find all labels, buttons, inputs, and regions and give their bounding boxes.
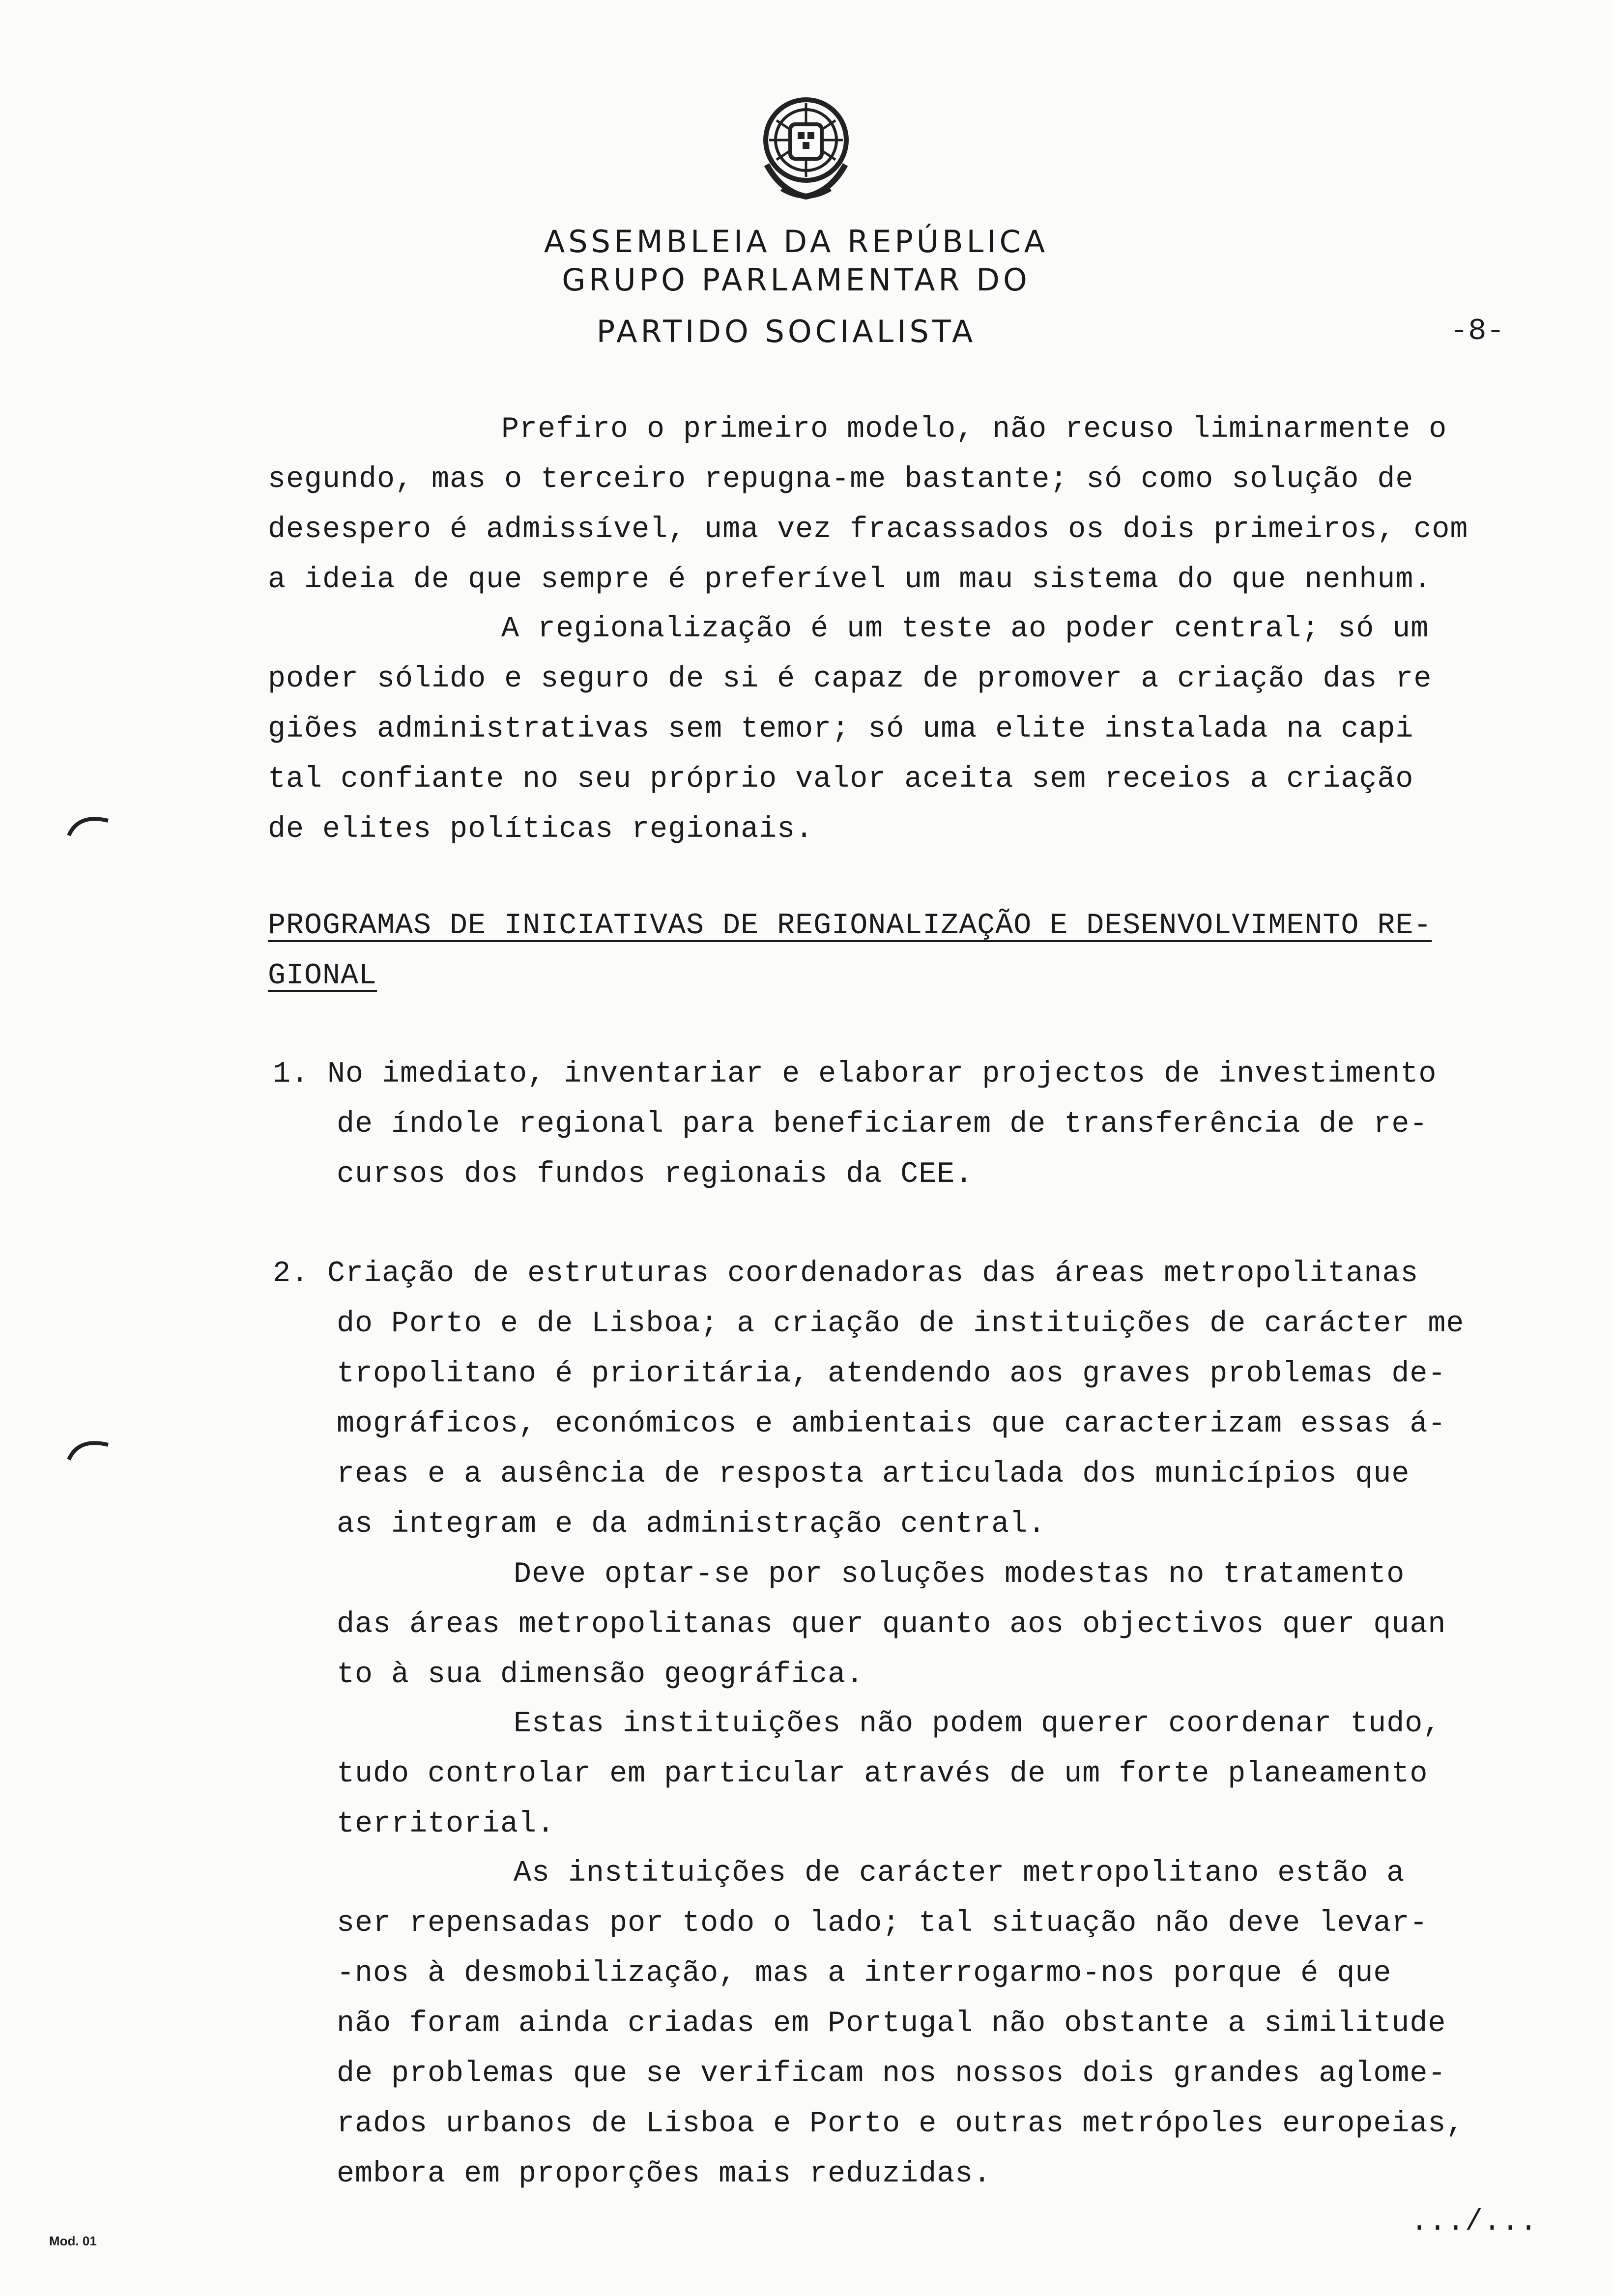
section-heading-line-1: PROGRAMAS DE INICIATIVAS DE REGIONALIZAÇÃO E DESENVOLVIMENTO RE- [268,909,1432,943]
continuation-mark: .../... [1410,2206,1538,2239]
list-item-2-line: Deve optar-se por soluções modestas no tratamento [514,1558,1405,1591]
list-item-2-line: tudo controlar em particular através de um forte planeamento [337,1757,1428,1791]
text-line: desespero é admissível, uma vez fracassados os dois primeiros, com [268,513,1468,546]
list-item-1-line: de índole regional para beneficiarem de transferência de re- [337,1108,1428,1141]
list-item-2-line: tropolitano é prioritária, atendendo aos graves problemas de- [337,1357,1446,1391]
text-line: poder sólido e seguro de si é capaz de promover a criação das re [268,662,1432,696]
list-item-2-line: ser repensadas por todo o lado; tal situação não deve levar- [337,1907,1428,1940]
list-item-2-line: -nos à desmobilização, mas a interrogarmo-nos porque é que [337,1957,1392,1990]
list-item-2-line: reas e a ausência de resposta articulada dos municípios que [337,1458,1410,1491]
list-item-2-line: rados urbanos de Lisboa e Porto e outras metrópoles europeias, [337,2107,1465,2141]
list-item-2-line: mográficos, económicos e ambientais que caracterizam essas á- [337,1407,1446,1441]
margin-mark-icon [64,811,113,840]
list-item-2-line: territorial. [337,1808,555,1841]
list-item-2-line: As instituições de carácter metropolitano estão a [514,1857,1405,1890]
list-item-2-line: do Porto e de Lisboa; a criação de instituições de carácter me [337,1307,1465,1341]
form-code: Mod. 01 [49,2234,97,2248]
list-item-2-line: to à sua dimensão geográfica. [337,1658,864,1692]
list-item-2-line: de problemas que se verificam nos nossos dois grandes aglome- [337,2057,1446,2091]
header-line-3: PARTIDO SOCIALISTA [596,314,977,349]
list-item-2-line: embora em proporções mais reduzidas. [337,2157,992,2191]
text-line: tal confiante no seu próprio valor aceita sem receios a criação [268,763,1414,796]
text-line: A regionalização é um teste ao poder central; só um [501,612,1429,646]
margin-mark-icon [64,1435,113,1464]
page-number: -8- [1450,314,1505,348]
list-item-2-line: das áreas metropolitanas quer quanto aos objectivos quer quan [337,1608,1446,1641]
list-item-2-line: as integram e da administração central. [337,1508,1046,1541]
text-line: a ideia de que sempre é preferível um mau sistema do que nenhum. [268,563,1432,597]
list-item-1-line: cursos dos fundos regionais da CEE. [337,1158,974,1191]
list-item-2-line: Estas instituições não podem querer coordenar tudo, [514,1707,1441,1741]
list-item-2-line: 2. Criação de estruturas coordenadoras das áreas metropolitanas [273,1257,1419,1291]
section-heading-line-2: GIONAL [268,959,377,993]
text-line: giões administrativas sem temor; só uma elite instalada na capi [268,713,1414,746]
text-line: de elites políticas regionais. [268,813,814,846]
list-item-2-line: não foram ainda criadas em Portugal não obstante a similitude [337,2007,1446,2040]
header-line-2: GRUPO PARLAMENTAR DO [562,262,1031,298]
text-line: Prefiro o primeiro modelo, não recuso liminarmente o [501,413,1447,446]
portuguese-coat-of-arms-icon [747,91,865,209]
list-item-1-line: 1. No imediato, inventariar e elaborar projectos de investimento [273,1058,1437,1091]
header-line-1: ASSEMBLEIA DA REPÚBLICA [544,224,1049,259]
text-line: segundo, mas o terceiro repugna-me bastante; só como solução de [268,463,1414,496]
